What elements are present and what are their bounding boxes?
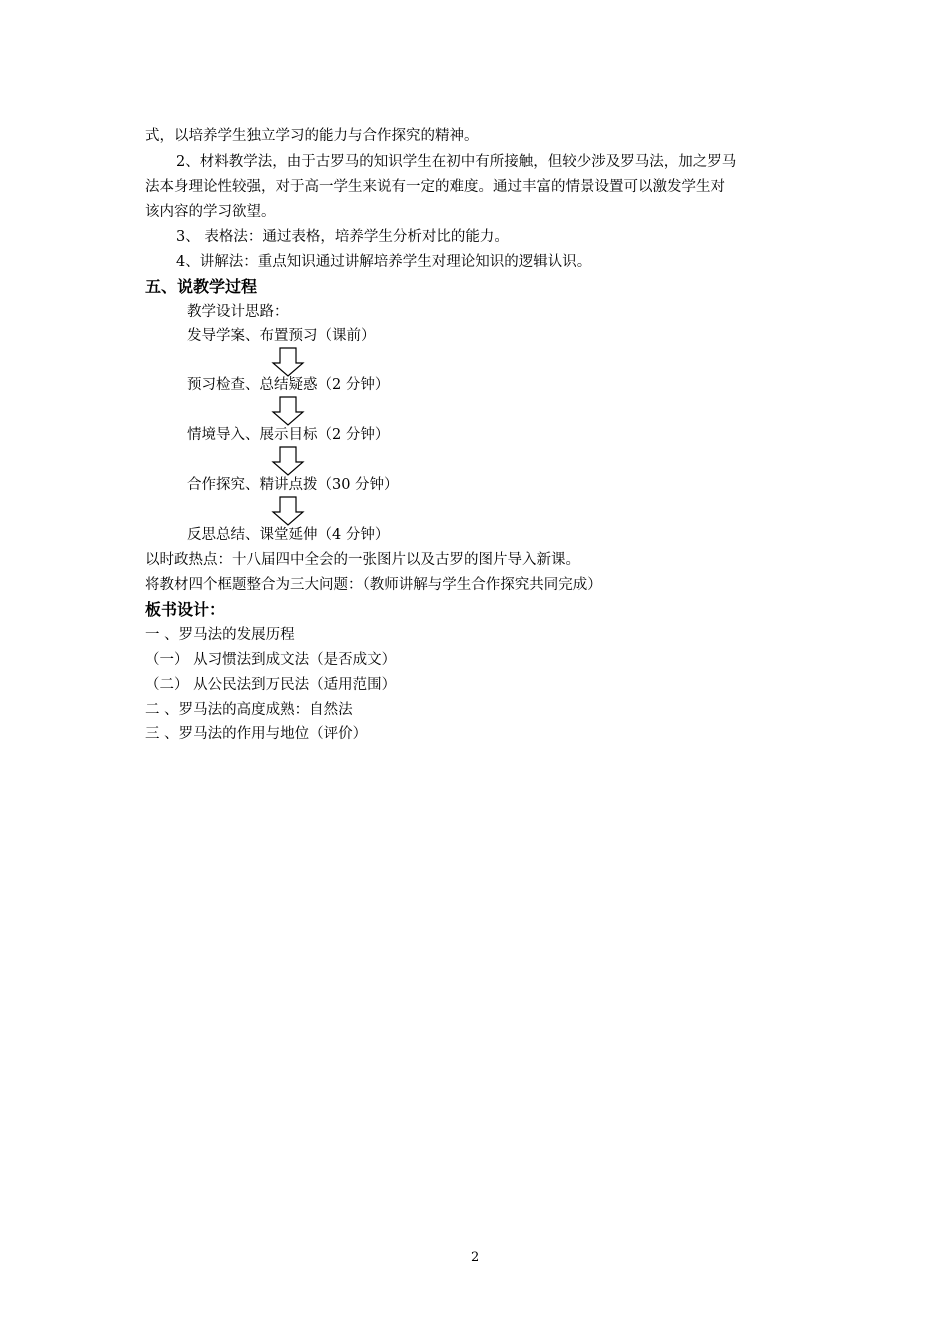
paragraph-lecture-method: 4、讲解法：重点知识通过讲解培养学生对理论知识的逻辑认识。 — [176, 254, 592, 270]
paragraph-material-method-line-2: 法本身理论性较强，对于高一学生来说有一定的难度。通过丰富的情景设置可以激发学生对 — [145, 179, 725, 195]
board-item-1-2: （二） 从公民法到万民法（适用范围） — [145, 677, 397, 693]
board-item-2: 二 、罗马法的高度成熟：自然法 — [145, 702, 353, 718]
paragraph-table-method: 3、 表格法：通过表格，培养学生分析对比的能力。 — [176, 229, 509, 245]
paragraph-material-method-line-1: 2、材料教学法，由于古罗马的知识学生在初中有所接触，但较少涉及罗马法，加之罗马 — [176, 154, 737, 170]
flow-step-5: 反思总结、课堂延伸（4 分钟） — [187, 527, 390, 543]
paragraph-material-method-line-3: 该内容的学习欲望。 — [145, 204, 276, 220]
integration-line: 将教材四个框题整合为三大问题：（教师讲解与学生合作探究共同完成） — [145, 577, 602, 593]
section-heading-teaching-process: 五、说教学过程 — [145, 277, 258, 296]
hollow-down-arrow-icon — [271, 446, 305, 476]
paragraph-continuation: 式，以培养学生独立学习的能力与合作探究的精神。 — [145, 128, 479, 144]
board-item-1-1: （一） 从习惯法到成文法（是否成文） — [145, 652, 397, 668]
intro-hotspot-line: 以时政热点：十八届四中全会的一张图片以及古罗的图片导入新课。 — [145, 552, 580, 568]
flow-step-1: 发导学案、布置预习（课前） — [187, 328, 376, 344]
flow-step-3: 情境导入、展示目标（2 分钟） — [187, 427, 390, 443]
hollow-down-arrow-icon — [271, 496, 305, 526]
flow-step-4: 合作探究、精讲点拨（30 分钟） — [187, 477, 399, 493]
flow-step-2: 预习检查、总结疑惑（2 分钟） — [187, 377, 390, 393]
section-heading-board-design: 板书设计： — [145, 600, 226, 619]
hollow-down-arrow-icon — [271, 347, 305, 377]
hollow-down-arrow-icon — [271, 396, 305, 426]
page-number: 2 — [471, 1250, 480, 1265]
board-item-3: 三 、罗马法的作用与地位（评价） — [145, 726, 368, 742]
board-item-1: 一 、罗马法的发展历程 — [145, 627, 295, 643]
design-idea-label: 教学设计思路： — [187, 304, 289, 320]
